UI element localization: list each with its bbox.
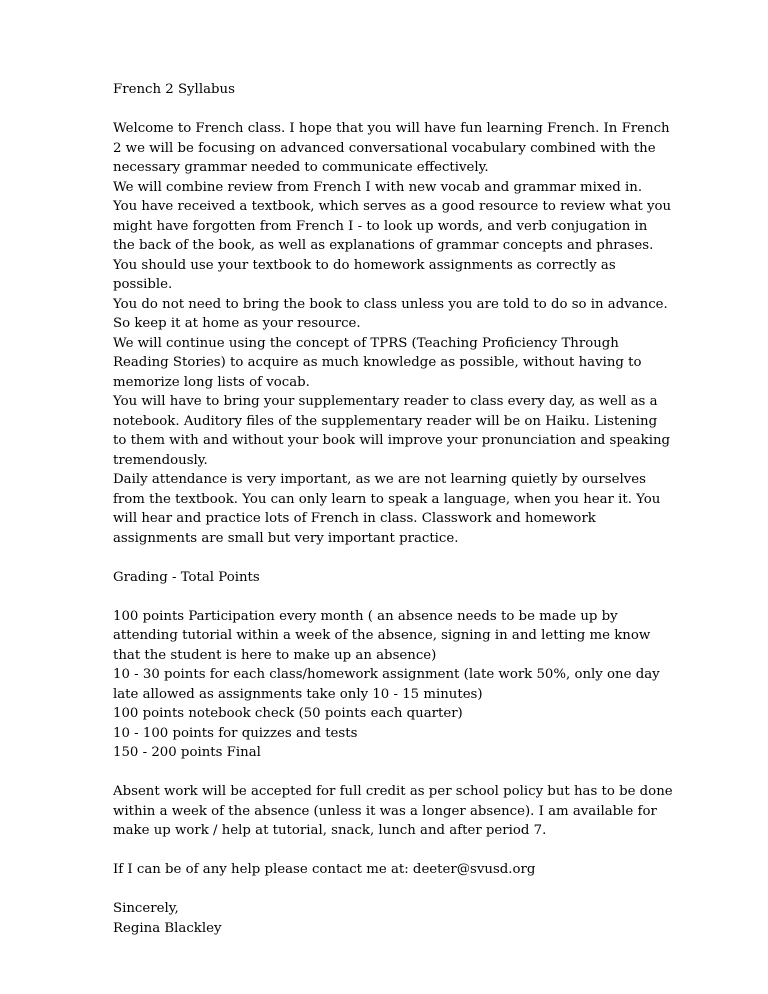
grading-item: 100 points notebook check (50 points each quarter) (113, 706, 463, 721)
intro-section (113, 119, 673, 548)
signature-name: Regina Blackley (113, 920, 222, 936)
spacer (113, 587, 673, 607)
grading-item: 100 points Participation every month ( an absence needs to be made up by attending tutorial within a week of the absence, signing in and letting me know that the student is here to make up an absence) (113, 608, 651, 663)
grading-list (113, 607, 673, 763)
spacer (113, 841, 673, 861)
intro-paragraph: We will continue using the concept of TPRS (Teaching Proficiency Through Reading Stories) to acquire as much knowledge as possible, without having to memorize long lists of vocab. (113, 335, 642, 390)
absent-work-paragraph: Absent work will be accepted for full credit as per school policy but has to be done within a week of the absence (unless it was a longer absence). I am available for make up work / help at tutorial, snack, lunch and after period 7. (113, 784, 673, 838)
intro-paragraph: You do not need to bring the book to class unless you are told to do so in advance. So keep it at home as your resource. (113, 296, 668, 331)
intro-paragraph: You will have to bring your supplementary reader to class every day, as well as a notebook. Auditory files of the supplementary reader will be on Haiku. Listening to them with and without your book will improve your pronunciation and speaking tremendously. (113, 394, 671, 468)
spacer (113, 548, 673, 568)
spacer (113, 880, 673, 900)
intro-paragraph: Welcome to French class. I hope that you will have fun learning French. In French 2 we will be focusing on advanced conversational vocabulary combined with the necessary grammar needed to communicate effectively. (113, 121, 670, 175)
spacer (113, 763, 673, 783)
grading-item: 150 - 200 points Final (113, 745, 261, 760)
contact-line: If I can be of any help please contact me at: deeter@svusd.org (113, 862, 536, 877)
spacer (113, 100, 673, 120)
document-title: French 2 Syllabus (113, 82, 235, 97)
intro-paragraph: You have received a textbook, which serves as a good resource to review what you might have forgotten from French I - to look up words, and verb conjugation in the back of the book, as well as explanations of grammar concepts and phrases. You should use your textbook to do homework assignments as correctly as possible. (113, 199, 672, 292)
closing-line: Sincerely, (113, 901, 179, 916)
grading-item: 10 - 100 points for quizzes and tests (113, 725, 358, 741)
grading-heading: Grading - Total Points (113, 569, 260, 585)
document-page (113, 80, 673, 938)
intro-paragraph: Daily attendance is very important, as we are not learning quietly by ourselves from the textbook. You can only learn to speak a language, when you hear it. You will hear and practice lots of French in class. Classwork and homework assignments are small but very important practice. (113, 472, 661, 546)
grading-item: 10 - 30 points for each class/homework assignment (late work 50%, only one day late allowed as assignments take only 10 - 15 minutes) (113, 667, 660, 702)
intro-paragraph: We will combine review from French I with new vocab and grammar mixed in. (113, 179, 643, 195)
